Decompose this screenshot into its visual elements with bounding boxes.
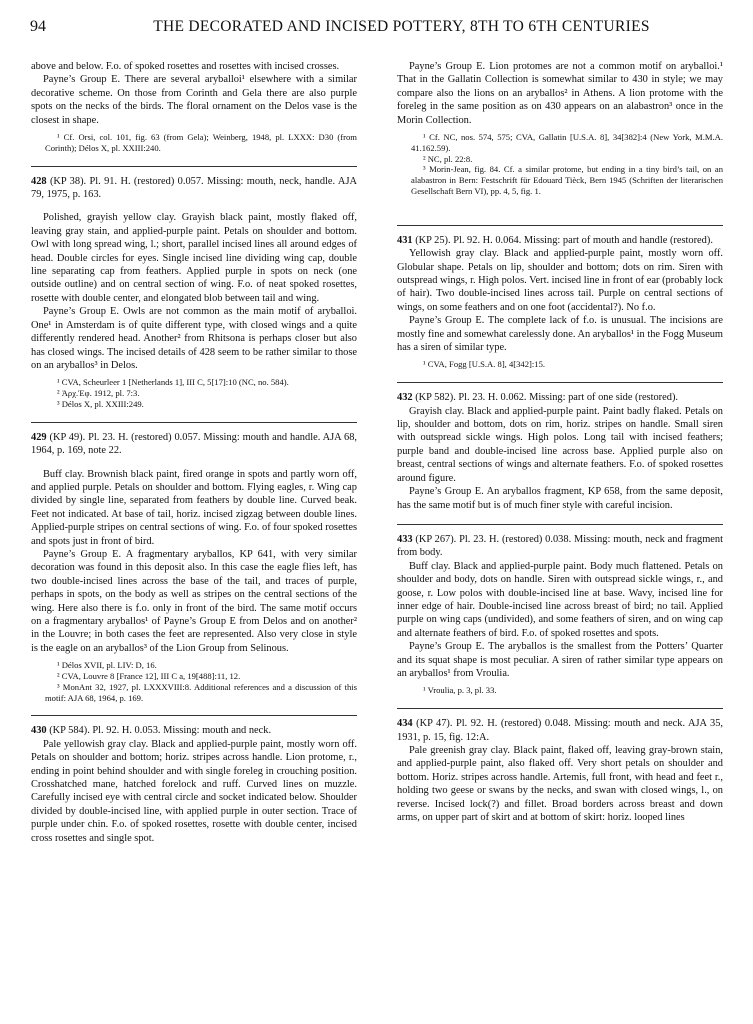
entry-divider [397,708,723,709]
entry-heading: 431 (KP 25). Pl. 92. H. 0.064. Missing: part of mouth and handle (restored). [397,234,713,246]
footnote: ³ Délos X, pl. XXIII:249. [57,398,144,409]
left-column [31,60,357,845]
footnote: ³ Morin-Jean, fig. 84. Cf. a similar protome, but ending in a tiny bird’s tail, on an alabastron in Bern: Festschrift für Edouard Tièck, Bern 1945 (Schriften der literarischen Gesellschaft Bern VI), pp. 4, 5, fig. 1. [411,164,723,197]
description-paragraph: Polished, grayish yellow clay. Grayish black paint, mostly flaked off, leaving gray stain, and applied-purple paint. Petals on shoulder and bottom. Owl with long spread wing, l.; short, parallel incised lines all around edges of head. Double circles for eyes. Single incised line dividing wing cap, double line separating cap from feathers. Applied purple in spots on neck (one outside outline) and on central section of wing. F.o. of neat spoked rosettes, rosette with double center, and elongated blob between tail and wing. [31,212,357,304]
commentary-paragraph: Payne’s Group E. Lion protomes are not a common motif on aryballoi.¹ That in the Gallatin Collection is somewhat similar to 430 in style; we may compare also the lions on an aryballos² in Athens. A lion protome with the foreleg in the same position as on 430 appears on an alabastron³ once in the Morin Collection. [397,61,723,126]
description-paragraph: Pale greenish gray clay. Black paint, flaked off, leaving gray-brown stain, and applied-purple paint, also flaked off. Very short petals on shoulder and bottom. Horiz. stripes across handle. Artemis, full front, with head and feet r., holding two geese or swans by the necks, and swan with closed wings, l., on reverse. Incised lock(?) and fillet. Broad borders across breast and down arms, on upper part of skirt and at bottom of skirt: horiz. looped lines [397,745,723,824]
footnotes [397,359,723,370]
footnote: ² Ἀρχ.Ἐφ. 1912, pl. 7:3. [57,388,140,399]
commentary-paragraph: Payne’s Group E. The complete lack of f.o. is unusual. The incisions are mostly fine and somewhat carelessly done. An aryballos¹ in the Fogg Museum has a siren of similar type. [397,315,723,354]
entry-number: 432 [397,392,413,404]
catalogue-entry-434 [397,717,723,824]
running-title: THE DECORATED AND INCISED POTTERY, 8TH TO 6TH CENTURIES [153,18,650,35]
entry-divider [31,166,357,167]
footnote: ¹ CVA, Scheurleer 1 [Netherlands 1], III C, 5[17]:10 (NC, no. 584). [57,377,289,388]
catalogue-entry-428 [31,175,357,410]
footnotes [31,660,357,703]
footnote: ¹ Vroulia, p. 3, pl. 33. [423,685,497,696]
footnote: ¹ Délos XVII, pl. LIV: D, 16. [57,660,157,671]
footnotes [397,685,723,696]
entry-divider [31,715,357,716]
entry-heading: 433 (KP 267). Pl. 23. H. (restored) 0.038. Missing: mouth, neck and fragment from body. [397,533,723,559]
description-paragraph: Grayish clay. Black and applied-purple paint. Paint badly flaked. Petals on lip, shoulder and bottom, dots on rim, horiz. stripes on handle. Small siren with outspread sickle wings. High polos. Long tail with incised feathers; purple band and double-incised line across base. Applied purple also on breast, central sections of wings and alternate feathers. F.o. of spoked rosettes around figure. [397,405,723,484]
footnotes [397,132,723,197]
entry-divider [397,524,723,525]
catalogue-entry-430 [31,724,357,845]
footnote: ² CVA, Louvre 8 [France 12], III C a, 19[488]:11, 12. [57,671,241,681]
entry-heading: 432 (KP 582). Pl. 23. H. 0.062. Missing: part of one side (restored). [397,392,679,404]
running-header [30,18,723,42]
entry-divider [397,225,723,226]
entry-divider [31,422,357,423]
entry-heading: 428 (KP 38). Pl. 91. H. (restored) 0.057. Missing: mouth, neck, handle. AJA 79, 1975, p. 163. [31,175,357,201]
entry-number: 433 [397,533,413,545]
footnote: ¹ Cf. NC, nos. 574, 575; CVA, Gallatin [U.S.A. 8], 34[382]:4 (New York, M.M.A. 41.162.59). [411,132,723,153]
entry-heading: 434 (KP 47). Pl. 92. H. (restored) 0.048. Missing: mouth and neck. AJA 35, 1931, p. 15, fig. 12:A. [397,718,723,743]
catalogue-entry-431 [397,234,723,370]
entry-number: 429 [31,431,47,443]
entry-heading: 429 (KP 49). Pl. 23. H. (restored) 0.057. Missing: mouth and handle. AJA 68, 1964, p. 169, note 22. [31,431,357,457]
catalogue-entry-429 [31,431,357,704]
commentary-paragraph: Payne’s Group E. There are several aryballoi¹ elsewhere with a similar decorative scheme. On those from Corinth and Gela there are also purple spots on the necks of the birds. The floral ornament on the Delos vase is the closest in shape. [31,74,357,126]
commentary-paragraph: Payne’s Group E. A fragmentary aryballos, KP 641, with very similar decoration was found in this deposit also. In this case the eagle flies left, has two double-incised lines across the base of the tail, and traces of purple, perhaps in spots, on the body as well as stripes on the central sections of the wing. Here also there is f.o. only in front of the bird. The same motif occurs on a fragmentary aryballos¹ of Payne’s Group E from Delos and on another² in the Louvre; in both cases the feet are represented. Also very close in style is the eagle on an aryballos³ of the Lion Group from Selinous. [31,548,357,654]
catalogue-entry-433 [397,533,723,696]
footnotes [31,377,357,409]
commentary-paragraph: Payne’s Group E. An aryballos fragment, KP 658, from the same deposit, has the same motif but is of much finer style with careful incision. [397,486,723,511]
continued-paragraph: above and below. F.o. of spoked rosettes and rosettes with incised crosses. [31,61,340,72]
entry-number: 430 [31,725,47,737]
description-paragraph: Buff clay. Brownish black paint, fired orange in spots and partly worn off, and applied purple. Petals on shoulder and bottom. Flying eagles, r. Wing cap divided by single line, separated from feathers by double line. Curved beak. Feet not indicated. At base of tail, horiz. incised zigzag between double lines. Applied-purple stripes on central sections of wing. F.o. of four spoked rosettes and spots just in front of bird. [31,468,357,547]
commentary-paragraph: Payne’s Group E. Owls are not common as the main motif of aryballoi. One¹ in Amsterdam is of quite different type, with closed wings and a quite differently rendered head. Another² from Rhitsona is perhaps closer but also has closed wings. The incised details of 428 seem to be rather similar to those on an aryballos³ in Delos. [31,306,357,371]
entry-heading: 430 (KP 584). Pl. 92. H. 0.053. Missing: mouth and neck. [31,725,272,737]
footnotes [31,132,357,154]
footnote: ² NC, pl. 22:8. [423,153,473,164]
catalogue-entry-432 [397,391,723,512]
commentary-paragraph: Payne’s Group E. The aryballos is the smallest from the Potters’ Quarter and its squat shape is most peculiar. A siren of rather similar type appears on an aryballos¹ from Vroulia. [397,641,723,679]
description-paragraph: Buff clay. Black and applied-purple paint. Body much flattened. Petals on shoulder and body, dots on handle. Siren with outspread sickle wings, r., and goose, r. Low polos with double-incised line at base. Wavy, incised line for inner edge of hair. Double-incised line across breast of bird; no tail. Applied purple on wing caps (undivided), and some feathers of siren, and on wing cap and alternate feathers of bird. F.o. of spoked rosettes and spots. [397,560,723,639]
footnote: ¹ CVA, Fogg [U.S.A. 8], 4[342]:15. [423,359,546,370]
entry-number: 431 [397,234,413,246]
page-number: 94 [30,18,46,35]
entry-number: 434 [397,718,413,730]
footnote: ¹ Cf. Orsi, col. 101, fig. 63 (from Gela); Weinberg, 1948, pl. LXXX: D30 (from Corinth); Délos X, pl. XXIII:240. [45,132,357,153]
right-column [397,60,723,824]
entry-divider [397,382,723,383]
description-paragraph: Pale yellowish gray clay. Black and applied-purple paint, mostly worn off. Petals on shoulder and bottom; horiz. stripes across handle. Lion protome, r., ending in point behind shoulder and with single foreleg in crouching position. Crosshatched mane, hatched forelock and ruff. Curved lines on muzzle. Carefully incised eye with central circle and socket indicated below. Shoulder divided by double-incised line, with applied purple in outer section. Trace of purple under chin. F.o. of spoked rosettes, rosette with double center, incised cross rosettes and single spot. [31,738,357,844]
footnote: ³ MonAnt 32, 1927, pl. LXXXVIII:8. Additional references and a discussion of this motif: AJA 68, 1964, p. 169. [45,681,357,703]
entry-number: 428 [31,175,47,187]
description-paragraph: Yellowish gray clay. Black and applied-purple paint, mostly worn off. Globular shape. Petals on lip, shoulder and bottom; dots on rim. Siren with outspread wings, r. High polos. Vert. incised line in front of ear (probably lock of hair). Two double-incised lines across tail. Purple on central sections of wings, on some feathers and on one foot (accidental?). No f.o. [397,248,723,313]
